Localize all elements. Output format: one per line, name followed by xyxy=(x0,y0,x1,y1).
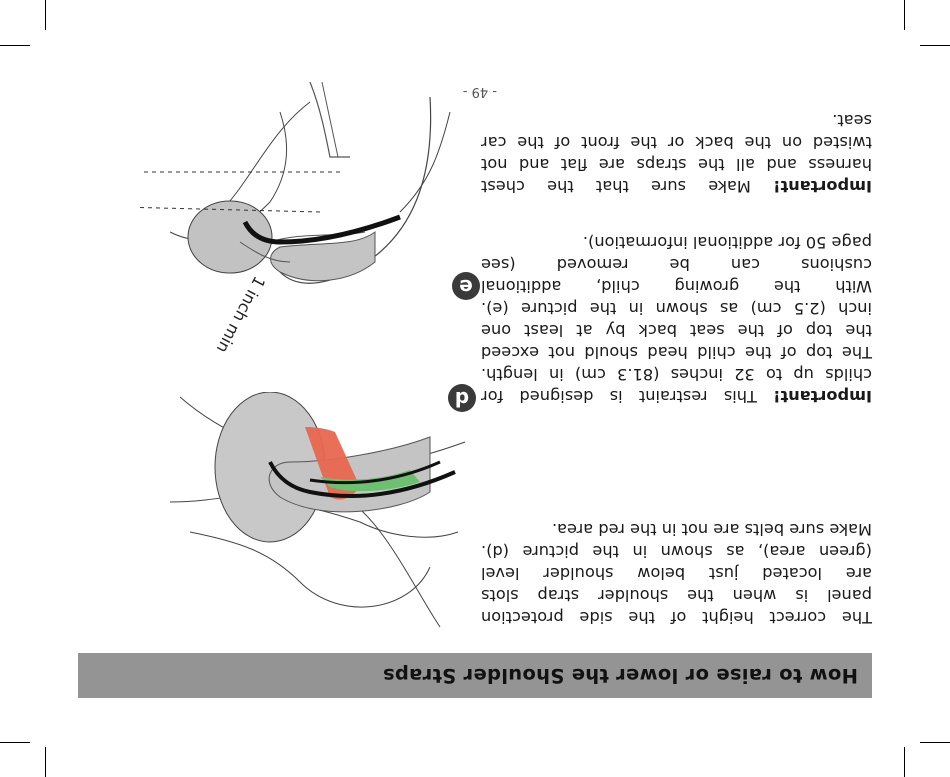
text-line: Make sure belts are not in the red area. xyxy=(551,520,872,539)
text-line: The correct height of the side protection xyxy=(481,608,872,627)
text-line: the top of the seat back by at least one xyxy=(481,321,872,340)
figure-d-illustration xyxy=(150,392,470,642)
section-title: How to raise or lower the Shoulder Straps xyxy=(382,664,858,687)
text-line: are located just below shoulder level xyxy=(481,564,872,583)
page-number: - 49 - xyxy=(462,84,497,99)
text-line: cushions can be removed (see xyxy=(481,255,872,274)
text-line: twisted on the back or the front of the car xyxy=(481,133,872,152)
text-line: With the growing child, additional xyxy=(481,277,872,296)
text-line: childs up to 32 inches (81.3 cm) in length. xyxy=(481,365,872,384)
text-fragment: Make sure that the chest xyxy=(481,177,774,196)
text-line: inch (2.5 cm) as shown in the picture (e). xyxy=(481,299,872,318)
important-label: Important! xyxy=(773,387,872,406)
inch-min-annotation: 1 inch min xyxy=(212,273,269,357)
paragraph-shoulder-height xyxy=(481,518,872,628)
text-line xyxy=(481,175,872,197)
figure-e-label: e xyxy=(452,272,480,300)
text-line: page 50 for additional information). xyxy=(582,233,872,252)
section-header xyxy=(78,653,872,698)
text-line: panel is when the shoulder strap slots xyxy=(481,586,872,605)
figure-d xyxy=(150,387,470,642)
text-line: seat. xyxy=(832,111,872,130)
paragraph-important-size xyxy=(481,231,872,407)
figure-e xyxy=(140,82,473,382)
paragraph-important-straps xyxy=(481,109,872,197)
text-line: (green area), as shown in the picture (d). xyxy=(481,542,872,561)
text-line: harness and all the straps are flat and not xyxy=(481,155,872,174)
figure-d-label: d xyxy=(448,384,476,412)
text-fragment: This restraint is designed for xyxy=(481,387,774,406)
figure-e-illustration xyxy=(140,82,470,382)
text-line xyxy=(481,385,872,407)
text-line: The top of the child head should not exceed xyxy=(481,343,872,362)
important-label: Important! xyxy=(773,177,872,196)
